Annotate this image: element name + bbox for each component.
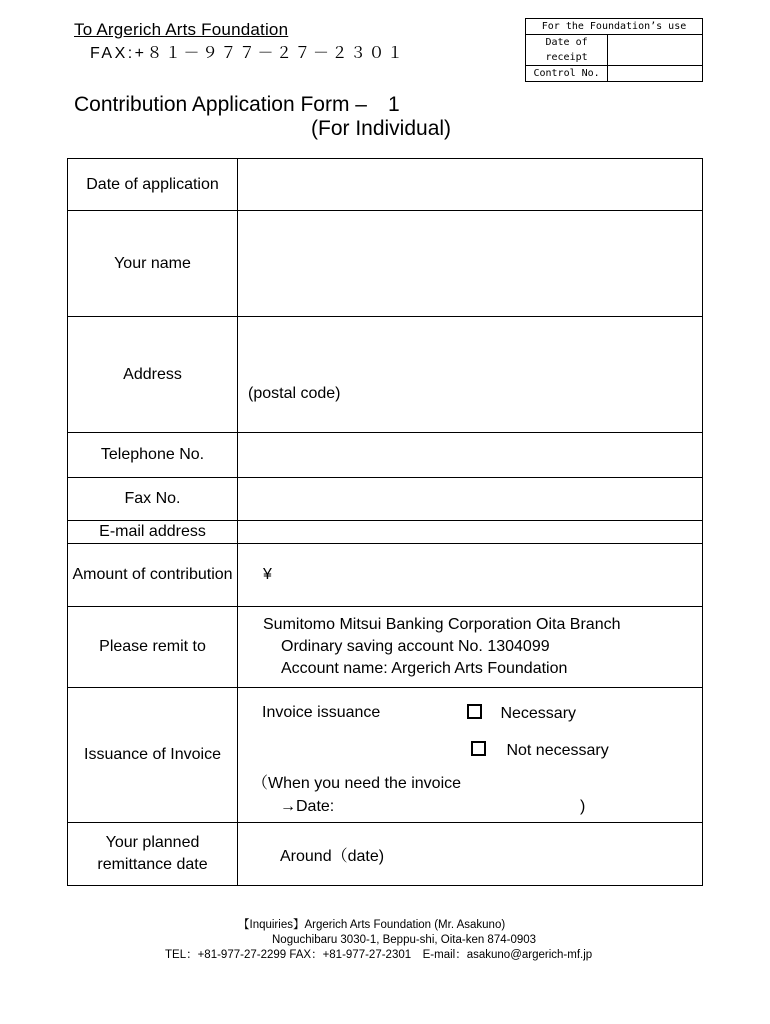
necessary-label: Necessary (500, 705, 577, 722)
your-name-field[interactable] (238, 211, 703, 317)
yen-sign: ¥ (263, 566, 272, 583)
date-of-receipt-field[interactable] (608, 35, 703, 66)
not-necessary-label: Not necessary (506, 742, 609, 759)
amount-label: Amount of contribution (68, 544, 238, 607)
address-line: Noguchibaru 3030-1, Beppu-shi, Oita-ken 874-0903 (272, 934, 537, 946)
address-field[interactable] (238, 317, 703, 433)
office-use-heading: For the Foundation’s use (526, 19, 703, 35)
invoice-issuance-label: Invoice issuance (262, 704, 381, 721)
fax-number: FAX:+８１－９７７－２７－２３０１ (90, 45, 406, 62)
form-subtitle: (For Individual) (311, 117, 452, 140)
bank-name: Sumitomo Mitsui Banking Corporation Oita Branch (263, 616, 621, 633)
invoice-label: Issuance of Invoice (68, 688, 238, 823)
checkbox-icon[interactable] (471, 741, 486, 756)
remit-details (238, 607, 703, 688)
planned-date-field[interactable] (238, 823, 703, 886)
address-label: Address (68, 317, 238, 433)
invoice-date-label: →Date: (280, 798, 335, 815)
control-no-field[interactable] (608, 66, 703, 82)
remit-label: Please remit to (68, 607, 238, 688)
contact-line: TEL：+81-977-27-2299 FAX：+81-977-27-2301 E-mail：asakuno@argerich-mf.jp (165, 949, 593, 961)
fax-field[interactable] (238, 478, 703, 521)
office-use-box (525, 18, 703, 82)
fax-label: Fax No. (68, 478, 238, 521)
control-no-label: Control No. (526, 66, 608, 82)
account-name: Account name: Argerich Arts Foundation (281, 660, 568, 677)
not-necessary-option[interactable] (471, 741, 609, 760)
invoice-options (238, 688, 703, 823)
postal-code-label: (postal code) (248, 385, 341, 402)
date-of-receipt-label: Date of receipt (526, 35, 608, 66)
amount-field[interactable] (238, 544, 703, 607)
date-of-application-label: Date of application (68, 159, 238, 211)
form-title: Contribution Application Form – 1 (74, 93, 400, 116)
inquiries-line: 【Inquiries】Argerich Arts Foundation (Mr. Asakuno) (238, 919, 506, 931)
telephone-field[interactable] (238, 433, 703, 478)
planned-date-label: Your planned remittance date (68, 823, 238, 886)
when-need-invoice-note: （When you need the invoice (252, 775, 462, 792)
recipient-heading: To Argerich Arts Foundation (74, 20, 289, 39)
your-name-label: Your name (68, 211, 238, 317)
email-field[interactable] (238, 521, 703, 544)
telephone-label: Telephone No. (68, 433, 238, 478)
close-paren: ) (580, 798, 586, 815)
around-date-label: Around（date) (280, 847, 385, 865)
checkbox-icon[interactable] (467, 704, 482, 719)
account-number: Ordinary saving account No. 1304099 (281, 638, 550, 655)
application-form-table (67, 158, 703, 886)
email-label: E-mail address (68, 521, 238, 544)
date-of-application-field[interactable] (238, 159, 703, 211)
necessary-option[interactable] (467, 704, 576, 723)
